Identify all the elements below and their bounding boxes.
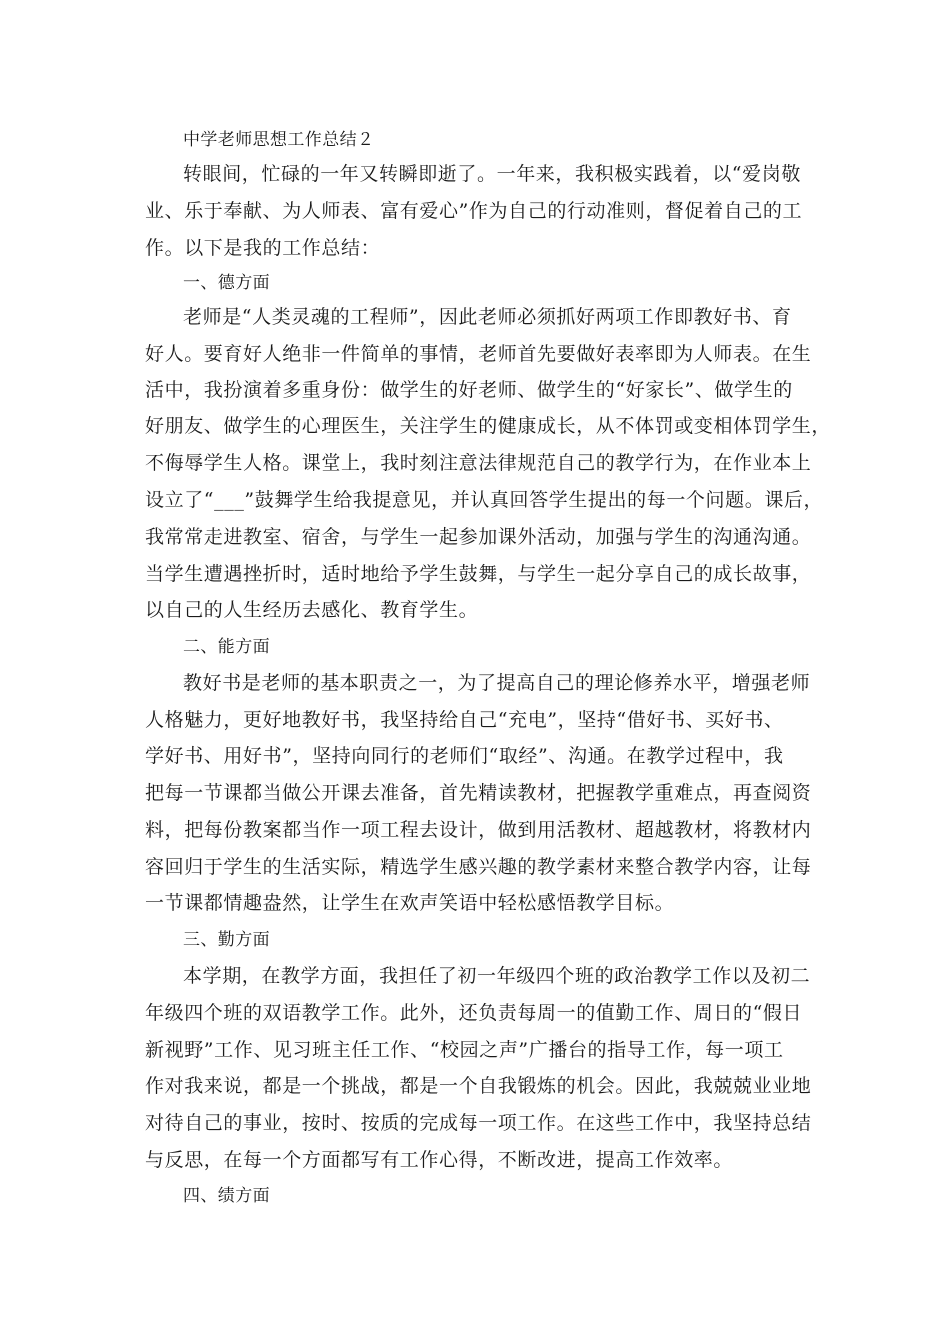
paragraph-line: 我常常走进教室、宿舍，与学生一起参加课外活动，加强与学生的沟通沟通。 [145, 526, 812, 548]
paragraph-line: 业、乐于奉献、为人师表、富有爱心”作为自己的行动准则，督促着自己的工 [145, 200, 803, 222]
paragraph-line: 好人。要育好人绝非一件简单的事情，老师首先要做好表率即为人师表。在生 [145, 343, 812, 365]
paragraph-line: 不侮辱学生人格。课堂上，我时刻注意法律规范自己的教学行为，在作业本上 [145, 452, 812, 474]
paragraph-line: 作。以下是我的工作总结： [145, 237, 381, 259]
paragraph-line: 新视野”工作、见习班主任工作、“校园之声”广播台的指导工作，每一项工 [145, 1039, 784, 1061]
paragraph-line: 把每一节课都当做公开课去准备，首先精读教材，把握教学重难点，再查阅资 [145, 782, 812, 804]
document-title: 中学老师思想工作总结２ [183, 130, 375, 150]
paragraph-line: 对待自己的事业，按时、按质的完成每一项工作。在这些工作中，我坚持总结 [145, 1112, 812, 1134]
paragraph-line: 活中，我扮演着多重身份：做学生的好老师、做学生的“好家长”、做学生的 [145, 379, 793, 401]
paragraph-line: 设立了“___”鼓舞学生给我提意见，并认真回答学生提出的每一个问题。课后， [145, 489, 824, 511]
section-heading: 二、能方面 [183, 637, 270, 657]
section-heading: 一、德方面 [183, 273, 270, 293]
paragraph-line: 料，把每份教案都当作一项工程去设计，做到用活教材、超越教材，将教材内 [145, 819, 812, 841]
paragraph-line: 好朋友、做学生的心理医生，关注学生的健康成长，从不体罚或变相体罚学生， [145, 415, 832, 437]
paragraph-line: 教好书是老师的基本职责之一，为了提高自己的理论修养水平，增强老师 [183, 672, 811, 694]
paragraph-line: 学好书、用好书”，坚持向同行的老师们“取经”、沟通。在教学过程中，我 [145, 745, 784, 767]
paragraph-line: 年级四个班的双语教学工作。此外，还负责每周一的值勤工作、周日的“假日 [145, 1002, 803, 1024]
paragraph-line: 当学生遭遇挫折时，适时地给予学生鼓舞，与学生一起分享自己的成长故事， [145, 563, 812, 585]
section-heading: 三、勤方面 [183, 930, 270, 950]
paragraph-line: 与反思，在每一个方面都写有工作心得，不断改进，提高工作效率。 [145, 1149, 734, 1171]
paragraph-line: 以自己的人生经历去感化、教育学生。 [145, 599, 479, 621]
paragraph-line: 容回归于学生的生活实际，精选学生感兴趣的教学素材来整合教学内容，让每 [145, 856, 812, 878]
section-heading: 四、绩方面 [183, 1186, 270, 1206]
paragraph-line: 人格魅力，更好地教好书，我坚持给自己“充电”，坚持“借好书、买好书、 [145, 709, 784, 731]
paragraph-line: 一节课都情趣盎然，让学生在欢声笑语中轻松感悟教学目标。 [145, 892, 675, 914]
paragraph-line: 本学期，在教学方面，我担任了初一年级四个班的政治教学工作以及初二 [183, 965, 811, 987]
paragraph-line: 转眼间，忙碌的一年又转瞬即逝了。一年来，我积极实践着，以“爱岗敬 [183, 163, 801, 185]
paragraph-line: 老师是“人类灵魂的工程师”，因此老师必须抓好两项工作即教好书、育 [183, 306, 792, 328]
paragraph-line: 作对我来说，都是一个挑战，都是一个自我锻炼的机会。因此，我兢兢业业地 [145, 1075, 812, 1097]
